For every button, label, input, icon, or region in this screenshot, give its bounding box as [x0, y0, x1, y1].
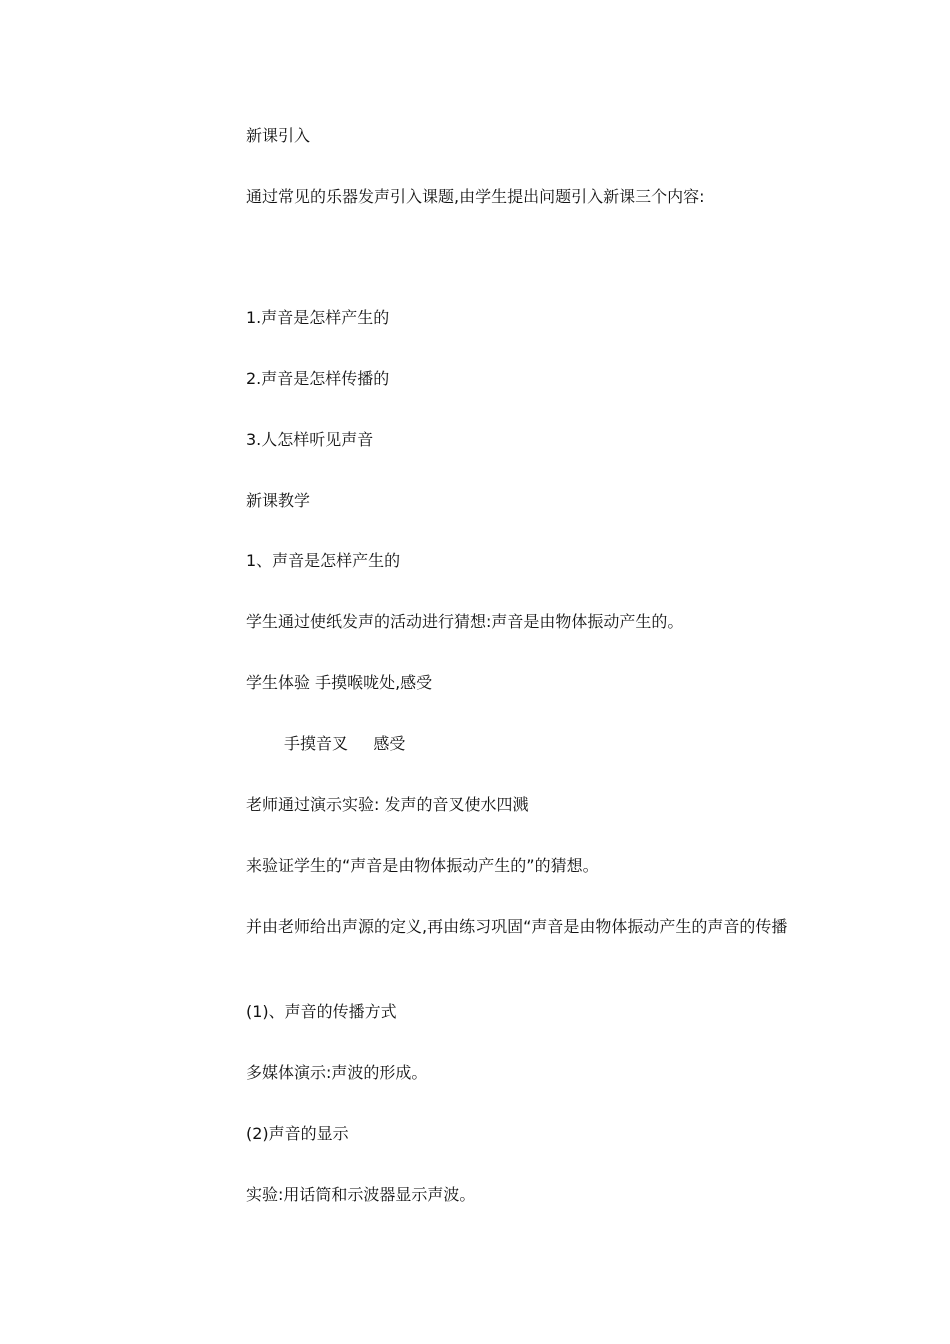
paragraph-verify: 来验证学生的“声音是由物体振动产生的”的猜想。 — [246, 856, 599, 875]
section-heading-intro: 新课引入 — [246, 126, 311, 145]
subsection-heading-1: 1、声音是怎样产生的 — [246, 551, 401, 570]
question-item-2: 2.声音是怎样传播的 — [246, 369, 390, 388]
paragraph-guess: 学生通过使纸发声的活动进行猜想:声音是由物体振动产生的。 — [246, 612, 684, 631]
paragraph-definition: 并由老师给出声源的定义,再由练习巩固“声音是由物体振动产生的声音的传播 — [246, 917, 788, 936]
subsection-heading-propagation: (1)、声音的传播方式 — [246, 1002, 397, 1021]
paragraph-experience-throat: 学生体验 手摸喉咙处,感受 — [246, 673, 433, 692]
paragraph-oscilloscope: 实验:用话筒和示波器显示声波。 — [246, 1185, 476, 1204]
question-item-3: 3.人怎样听见声音 — [246, 430, 374, 449]
paragraph-multimedia: 多媒体演示:声波的形成。 — [246, 1063, 428, 1082]
question-item-1: 1.声音是怎样产生的 — [246, 308, 390, 327]
paragraph-demo: 老师通过演示实验: 发声的音叉使水四溅 — [246, 795, 529, 814]
intro-paragraph: 通过常见的乐器发声引入课题,由学生提出问题引入新课三个内容: — [246, 187, 705, 206]
subsection-heading-display: (2)声音的显示 — [246, 1124, 349, 1143]
paragraph-experience-fork: 手摸音叉 感受 — [284, 734, 406, 753]
section-heading-teaching: 新课教学 — [246, 491, 311, 510]
